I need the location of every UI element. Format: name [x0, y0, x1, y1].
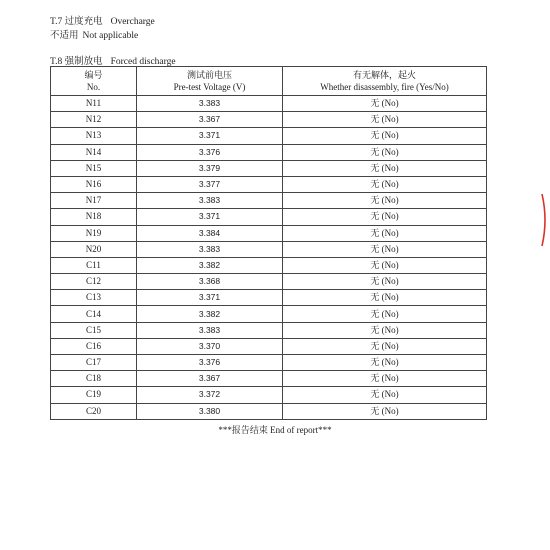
- section-t7-note: [50, 30, 138, 42]
- cell-number: C19: [51, 387, 137, 403]
- cell-voltage: 3.371: [137, 290, 283, 306]
- header-number-cn: 编号: [84, 70, 103, 80]
- cell-result: 无 (No): [283, 209, 487, 225]
- table-row: [51, 112, 487, 128]
- cell-result: 无 (No): [283, 193, 487, 209]
- table-row: [51, 403, 487, 419]
- cell-number: C20: [51, 403, 137, 419]
- section-t8-title-en: Forced discharge: [110, 57, 176, 67]
- cell-number: N19: [51, 225, 137, 241]
- table-row: [51, 225, 487, 241]
- cell-number: N12: [51, 112, 137, 128]
- cell-result: 无 (No): [283, 128, 487, 144]
- cell-result: 无 (No): [283, 241, 487, 257]
- table-row: [51, 209, 487, 225]
- table-row: [51, 274, 487, 290]
- header-voltage: [137, 67, 283, 96]
- cell-number: C11: [51, 257, 137, 273]
- cell-result: 无 (No): [283, 290, 487, 306]
- cell-voltage: 3.383: [137, 96, 283, 112]
- table-row: [51, 96, 487, 112]
- section-t7-note-cn: 不适用: [50, 31, 79, 41]
- cell-voltage: 3.383: [137, 193, 283, 209]
- cell-voltage: 3.370: [137, 338, 283, 354]
- cell-voltage: 3.382: [137, 257, 283, 273]
- cell-number: N20: [51, 241, 137, 257]
- cell-result: 无 (No): [283, 160, 487, 176]
- cell-number: C16: [51, 338, 137, 354]
- cell-result: 无 (No): [283, 403, 487, 419]
- cell-result: 无 (No): [283, 387, 487, 403]
- table-row: [51, 193, 487, 209]
- cell-number: N17: [51, 193, 137, 209]
- section-t7-title-cn: T.7 过度充电: [50, 17, 103, 27]
- section-t8-title-cn: T.8 强制放电: [50, 57, 103, 67]
- cell-voltage: 3.379: [137, 160, 283, 176]
- cell-result: 无 (No): [283, 257, 487, 273]
- end-of-report: ***报告结束 End of report***: [218, 425, 332, 435]
- table-row: [51, 338, 487, 354]
- section-t7-title-en: Overcharge: [110, 17, 155, 27]
- cell-result: 无 (No): [283, 306, 487, 322]
- table-row: [51, 355, 487, 371]
- cell-voltage: 3.376: [137, 355, 283, 371]
- table-row: [51, 241, 487, 257]
- header-number: [51, 67, 137, 96]
- table-row: [51, 176, 487, 192]
- table-row: [51, 290, 487, 306]
- table-row: [51, 144, 487, 160]
- cell-result: 无 (No): [283, 355, 487, 371]
- stamp-edge-mark: [539, 192, 549, 248]
- cell-number: C18: [51, 371, 137, 387]
- cell-number: N14: [51, 144, 137, 160]
- cell-voltage: 3.367: [137, 112, 283, 128]
- header-number-en: No.: [86, 82, 101, 92]
- header-result-cn: 有无解体，起火: [352, 70, 416, 80]
- table-row: [51, 371, 487, 387]
- cell-result: 无 (No): [283, 144, 487, 160]
- cell-voltage: 3.372: [137, 387, 283, 403]
- cell-number: N15: [51, 160, 137, 176]
- table-row: [51, 322, 487, 338]
- cell-voltage: 3.382: [137, 306, 283, 322]
- section-t7-note-en: Not applicable: [82, 31, 139, 41]
- cell-number: N18: [51, 209, 137, 225]
- cell-result: 无 (No): [283, 338, 487, 354]
- table-header-row: [51, 67, 487, 96]
- cell-voltage: 3.383: [137, 322, 283, 338]
- header-voltage-en: Pre-test Voltage (V): [173, 82, 246, 92]
- cell-voltage: 3.371: [137, 209, 283, 225]
- cell-voltage: 3.383: [137, 241, 283, 257]
- table-row: [51, 306, 487, 322]
- table-row: [51, 160, 487, 176]
- cell-voltage: 3.367: [137, 371, 283, 387]
- section-t7-title: [50, 16, 155, 28]
- forced-discharge-table: [50, 66, 487, 420]
- header-result-en: Whether disassembly, fire (Yes/No): [320, 82, 449, 92]
- cell-result: 无 (No): [283, 225, 487, 241]
- table-row: [51, 257, 487, 273]
- cell-number: C15: [51, 322, 137, 338]
- table-body: [51, 96, 487, 420]
- cell-number: C12: [51, 274, 137, 290]
- cell-number: C14: [51, 306, 137, 322]
- cell-result: 无 (No): [283, 96, 487, 112]
- header-result: [283, 67, 487, 96]
- cell-voltage: 3.377: [137, 176, 283, 192]
- cell-voltage: 3.380: [137, 403, 283, 419]
- cell-result: 无 (No): [283, 322, 487, 338]
- cell-voltage: 3.371: [137, 128, 283, 144]
- cell-voltage: 3.376: [137, 144, 283, 160]
- header-voltage-cn: 测试前电压: [186, 70, 232, 80]
- cell-voltage: 3.384: [137, 225, 283, 241]
- table-row: [51, 128, 487, 144]
- cell-number: C17: [51, 355, 137, 371]
- cell-result: 无 (No): [283, 371, 487, 387]
- cell-number: C13: [51, 290, 137, 306]
- cell-number: N16: [51, 176, 137, 192]
- cell-result: 无 (No): [283, 274, 487, 290]
- table-row: [51, 387, 487, 403]
- cell-number: N13: [51, 128, 137, 144]
- cell-result: 无 (No): [283, 112, 487, 128]
- cell-result: 无 (No): [283, 176, 487, 192]
- cell-number: N11: [51, 96, 137, 112]
- cell-voltage: 3.368: [137, 274, 283, 290]
